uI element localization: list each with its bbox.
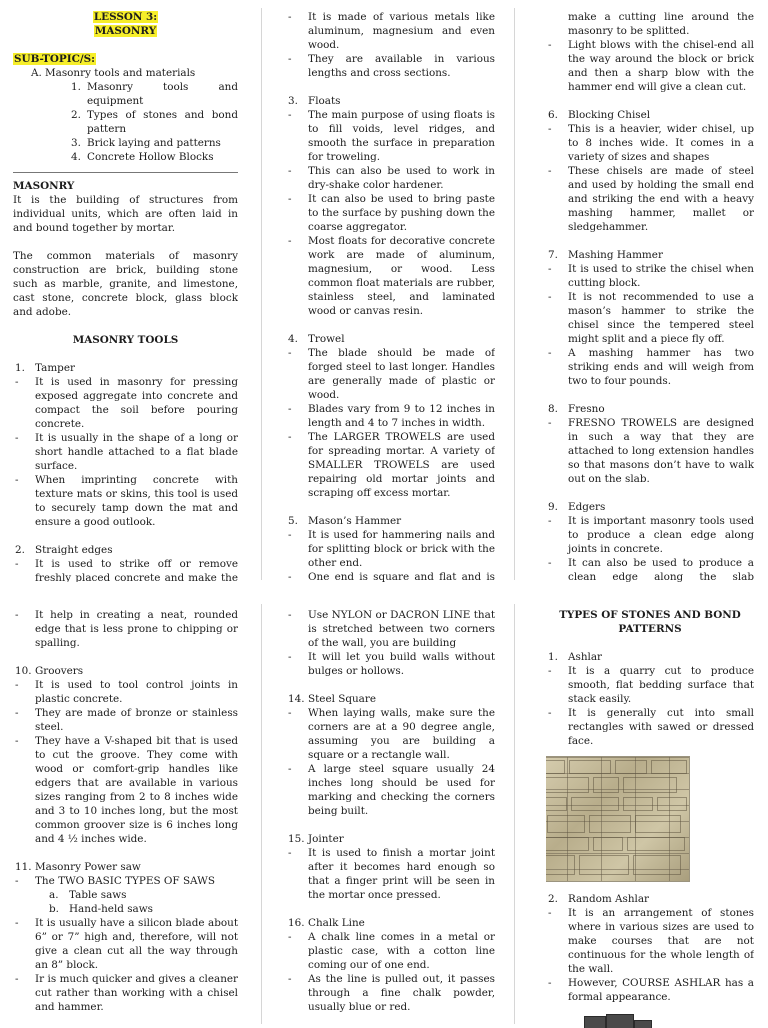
bullet-text: It will let you build walls without bulges or hollows. bbox=[308, 651, 495, 677]
item-number: 2. bbox=[548, 893, 558, 905]
bullet-item bbox=[13, 734, 238, 846]
bullet-text: FRESNO TROWELS are designed in such a way that they are attached to long extension handles so that masons don’t have to walk out on the slab. bbox=[568, 417, 754, 485]
tool-item bbox=[286, 916, 495, 1014]
item-name: Jointer bbox=[308, 833, 344, 845]
bullet-dash: - bbox=[288, 235, 292, 247]
bullet-text: It is used to strike the chisel when cutting block. bbox=[568, 263, 754, 289]
tool-item bbox=[546, 892, 754, 1004]
bullet-text: They are available in various lengths and cross sections. bbox=[308, 53, 495, 79]
tool-item-title bbox=[286, 692, 495, 706]
bullet-dash: - bbox=[15, 917, 19, 929]
lesson-title bbox=[13, 10, 238, 38]
subtopic-number: 3. bbox=[71, 137, 81, 149]
item-number: 10. bbox=[15, 665, 32, 677]
subtopic-number: 1. bbox=[71, 81, 81, 93]
item-name: Ashlar bbox=[568, 651, 603, 663]
bullet-text: It is used to strike off or remove freshly placed concrete and make the bbox=[35, 558, 238, 582]
bullet-dash: - bbox=[288, 11, 292, 23]
masonry-tools-heading: MASONRY TOOLS bbox=[72, 334, 179, 346]
bullet-item bbox=[546, 664, 754, 706]
bullet-text: It is used for hammering nails and for splitting block or brick with the other end. bbox=[308, 529, 495, 569]
tool-item bbox=[286, 832, 495, 902]
bullet-item bbox=[13, 473, 238, 529]
saw-type-text: Table saws bbox=[69, 889, 127, 901]
tool-list bbox=[13, 664, 238, 846]
bullet-item bbox=[13, 608, 238, 650]
bullet-dash: - bbox=[288, 165, 292, 177]
tool-item bbox=[13, 664, 238, 846]
bullet-item bbox=[286, 52, 495, 80]
tool-item bbox=[546, 248, 754, 388]
tool-item bbox=[546, 402, 754, 486]
bullet-dash: - bbox=[15, 558, 19, 570]
item-name: Mashing Hammer bbox=[568, 249, 663, 261]
masonry-materials: The common materials of masonry construction are brick, building stone such as marble, granite, and limestone, cast stone, concrete block, glass block and adobe. bbox=[13, 250, 238, 318]
tool-item-title bbox=[546, 500, 754, 514]
bullet-dash: - bbox=[548, 165, 552, 177]
bullet-dash: - bbox=[548, 123, 552, 135]
tool-item bbox=[13, 543, 238, 582]
tool-item-title bbox=[546, 108, 754, 122]
item-number: 1. bbox=[548, 651, 558, 663]
tool-item bbox=[13, 361, 238, 529]
bullet-text: It is used in masonry for pressing exposed aggregate into concrete and compact the soil before pouring concrete. bbox=[35, 376, 238, 430]
bullet-dash: - bbox=[288, 529, 292, 541]
top-column-1 bbox=[13, 10, 238, 582]
tool-list bbox=[286, 692, 495, 1028]
tool-item-title bbox=[286, 94, 495, 108]
item-number: 14. bbox=[288, 693, 305, 705]
item-number: 1. bbox=[15, 362, 25, 374]
bullet-item bbox=[546, 164, 754, 234]
item-name: Fresno bbox=[568, 403, 605, 415]
tool-item-title bbox=[546, 650, 754, 664]
bullet-item bbox=[546, 514, 754, 556]
bullet-dash: - bbox=[288, 403, 292, 415]
divider-line bbox=[13, 172, 238, 173]
bullet-dash: - bbox=[288, 431, 292, 443]
bottom-column-2 bbox=[286, 608, 495, 1028]
item-number: 15. bbox=[288, 833, 305, 845]
bullet-dash: - bbox=[288, 571, 292, 582]
subtopic-text: Masonry tools and equipment bbox=[87, 81, 238, 107]
bullet-item bbox=[286, 10, 495, 52]
lead-bullets bbox=[13, 608, 238, 650]
tool-item bbox=[286, 332, 495, 500]
bullet-item bbox=[286, 608, 495, 650]
tool-item bbox=[286, 514, 495, 582]
lead-bullets bbox=[286, 10, 495, 80]
subtopic-text: Brick laying and patterns bbox=[87, 137, 221, 149]
bullet-dash: - bbox=[548, 665, 552, 677]
bullet-dash: - bbox=[288, 347, 292, 359]
tool-item-title bbox=[286, 832, 495, 846]
bullet-text: It is usually in the shape of a long or short handle attached to a flat blade surface. bbox=[35, 432, 238, 472]
subtopic-text: Types of stones and bond pattern bbox=[87, 109, 238, 135]
tool-item bbox=[546, 500, 754, 582]
column-divider bbox=[261, 604, 262, 1024]
bullet-dash: - bbox=[548, 263, 552, 275]
subtopic-item bbox=[71, 80, 238, 108]
bullet-item bbox=[13, 706, 238, 734]
bullet-dash: - bbox=[15, 609, 19, 621]
item-name: Straight edges bbox=[35, 544, 113, 556]
bullet-text: However, COURSE ASHLAR has a formal appearance. bbox=[568, 977, 754, 1003]
column-divider bbox=[514, 604, 515, 1024]
item-number: 2. bbox=[15, 544, 25, 556]
stones-heading: TYPES OF STONES AND BOND PATTERNS bbox=[559, 609, 741, 635]
bullet-item bbox=[286, 192, 495, 234]
bullet-item bbox=[546, 706, 754, 748]
saw-type-marker: b. bbox=[49, 903, 59, 915]
subtopic-item bbox=[71, 136, 238, 150]
bullet-dash: - bbox=[288, 609, 292, 621]
bullet-dash: - bbox=[548, 557, 552, 569]
bullet-text: It is used to finish a mortar joint after it becomes hard enough so that a finger print will be seen in the mortar once pressed. bbox=[308, 847, 495, 901]
bullet-dash: - bbox=[288, 651, 292, 663]
bullet-item bbox=[13, 375, 238, 431]
item-number: 7. bbox=[548, 249, 558, 261]
subtopic-text: Concrete Hollow Blocks bbox=[87, 151, 214, 163]
bullet-item bbox=[286, 650, 495, 678]
bullet-dash: - bbox=[548, 907, 552, 919]
bullet-text: They have a V-shaped bit that is used to cut the groove. They come with wood or comfort-grip handles like edgers that are available in various sizes ranging from 2 to 8 inches wide and 3 to 10 inches long, but the most common groover size is 6 inches long and 4 ½ inches wide. bbox=[35, 735, 238, 845]
item-name: Blocking Chisel bbox=[568, 109, 651, 121]
tool-list bbox=[286, 94, 495, 582]
bullet-item bbox=[286, 402, 495, 430]
bullet-item bbox=[286, 570, 495, 582]
bullet-dash: - bbox=[548, 977, 552, 989]
bullet-text: A chalk line comes in a metal or plastic case, with a cotton line coming our of one end. bbox=[308, 931, 495, 971]
bullet-text: When imprinting concrete with texture mats or skins, this tool is used to securely tamp down the mat and ensure a good outlook. bbox=[35, 474, 238, 528]
saw-type-text: Hand-held saws bbox=[69, 903, 153, 915]
bullet-item bbox=[286, 706, 495, 762]
masonry-definition: It is the building of structures from individual units, which are often laid in and bound together by mortar. bbox=[13, 194, 238, 234]
bullet-dash: - bbox=[15, 973, 19, 985]
item-number: 9. bbox=[548, 501, 558, 513]
bottom-column-1 bbox=[13, 608, 238, 1028]
bullet-text: They are made of bronze or stainless steel. bbox=[35, 707, 238, 733]
tool-list bbox=[546, 108, 754, 582]
bullet-item bbox=[546, 416, 754, 486]
item-name: Trowel bbox=[308, 333, 345, 345]
bullet-dash: - bbox=[288, 931, 292, 943]
bullet-text: The LARGER TROWELS are used for spreading mortar. A variety of SMALLER TROWELS are used repairing old mortar joints and scraping off excess mortar. bbox=[308, 431, 495, 499]
bullet-item bbox=[13, 431, 238, 473]
bullet-text: A mashing hammer has two striking ends and will weigh from two to four pounds. bbox=[568, 347, 754, 387]
bullet-item bbox=[546, 346, 754, 388]
item-number: 3. bbox=[288, 95, 298, 107]
bullet-dash: - bbox=[15, 707, 19, 719]
bullet-item bbox=[546, 290, 754, 346]
tool-item-power-saw: 11. Masonry Power saw - The TWO BASIC TYPES OF SAWS a. Table saws b. Hand-held saws - It is usually have a silicon blade about 6” or 7” high and, therefore, will not give a clean cut all the way through an 8” block. - Ir is much quicker and gives a cleaner cut rather than working with a chisel and hammer. bbox=[15, 861, 238, 1013]
bullet-text: It is used to tool control joints in plastic concrete. bbox=[35, 679, 238, 705]
bullet-text: This is a heavier, wider chisel, up to 8 inches wide. It comes in a variety of sizes and shapes bbox=[568, 123, 754, 163]
bullet-item bbox=[286, 528, 495, 570]
bullet-text: It is an arrangement of stones where in various sizes are used to make courses that are not continuous for the whole length of the wall. bbox=[568, 907, 754, 975]
bullet-dash: - bbox=[548, 39, 552, 51]
bullet-dash: - bbox=[288, 847, 292, 859]
item-name: Floats bbox=[308, 95, 341, 107]
item-name: Steel Square bbox=[308, 693, 376, 705]
masonry-heading: MASONRY bbox=[13, 180, 75, 192]
bullet-text: Use NYLON or DACRON LINE that is stretched between two corners of the wall, you are building bbox=[308, 609, 495, 649]
tool-item-title bbox=[546, 892, 754, 906]
bullet-item bbox=[286, 108, 495, 164]
tool-item-title bbox=[13, 361, 238, 375]
item-name: Chalk Line bbox=[308, 917, 365, 929]
lesson-name: MASONRY bbox=[94, 25, 157, 37]
bullet-text: When laying walls, make sure the corners are at a 90 degree angle, assuming you are building a square or a rectangle wall. bbox=[308, 707, 495, 761]
lead-bullets: make a cutting line around the masonry to be splitted. - Light blows with the chisel-end all the way around the block or brick and then a sharp blow with the hammer end will give a clean cut. bbox=[548, 11, 754, 93]
bullet-item bbox=[286, 164, 495, 192]
bullet-text: A large steel square usually 24 inches long should be used for marking and checking the corners being built. bbox=[308, 763, 495, 817]
bullet-text: One end is square and flat and is bbox=[308, 571, 495, 582]
bullet-dash: - bbox=[15, 474, 19, 486]
tool-item-title bbox=[13, 664, 238, 678]
bullet-dash: - bbox=[288, 707, 292, 719]
bullet-text: It can also be used to bring paste to the surface by pushing down the coarse aggregator. bbox=[308, 193, 495, 233]
stone-type-random-ashlar bbox=[546, 892, 754, 1004]
subtopic-label: SUB-TOPIC/S: bbox=[14, 53, 95, 65]
subtopic-number: 4. bbox=[71, 151, 81, 163]
bullet-dash: - bbox=[288, 763, 292, 775]
bullet-text: It is made of various metals like aluminum, magnesium and even wood. bbox=[308, 11, 495, 51]
bullet-item bbox=[286, 972, 495, 1014]
bullet-dash: - bbox=[288, 193, 292, 205]
bullet-text: It is generally cut into small rectangles with sawed or dressed face. bbox=[568, 707, 754, 747]
item-number: 6. bbox=[548, 109, 558, 121]
subtopic-item bbox=[71, 150, 238, 164]
bullet-item bbox=[546, 976, 754, 1004]
bullet-text: The blade should be made of forged steel to last longer. Handles are generally made of plastic or wood. bbox=[308, 347, 495, 401]
subtopic-a: A. Masonry tools and materials bbox=[31, 67, 196, 79]
bullet-text: As the line is pulled out, it passes through a fine chalk powder, usually blue or red. bbox=[308, 973, 495, 1013]
bullet-text: Most floats for decorative concrete work are made of aluminum, magnesium, or wood. Less common float materials are rubber, stainless steel, and laminated wood or canvas resin. bbox=[308, 235, 495, 317]
item-number: 8. bbox=[548, 403, 558, 415]
stone-type-ashlar bbox=[546, 650, 754, 748]
bullet-text: Light blows with the chisel-end all the way around the block or brick and then a sharp blow with the hammer end will give a clean cut. bbox=[568, 39, 754, 93]
item-number: 16. bbox=[288, 917, 305, 929]
bullet-text: Ir is much quicker and gives a cleaner cut rather than working with a chisel and hammer. bbox=[35, 973, 238, 1013]
random-ashlar-pattern-image bbox=[546, 1014, 672, 1028]
bullet-dash: - bbox=[288, 109, 292, 121]
bullet-dash: - bbox=[548, 291, 552, 303]
bullet-item bbox=[13, 972, 238, 1014]
page-bottom bbox=[0, 598, 768, 1024]
tool-list bbox=[13, 361, 238, 582]
bullet-text: It help in creating a neat, rounded edge that is less prone to chipping or spalling. bbox=[35, 609, 238, 649]
item-name: Mason’s Hammer bbox=[308, 515, 402, 527]
bullet-dash: - bbox=[288, 973, 292, 985]
tool-item bbox=[286, 692, 495, 818]
bullet-dash: - bbox=[15, 432, 19, 444]
column-divider bbox=[261, 8, 262, 580]
bullet-item bbox=[13, 916, 238, 972]
bullet-text: It is not recommended to use a mason’s hammer to strike the chisel since the tempered steel might split and a piece fly off. bbox=[568, 291, 754, 345]
lead-bullets bbox=[286, 608, 495, 678]
subtopic-list bbox=[13, 80, 238, 164]
subtopic-item bbox=[71, 108, 238, 136]
bullet-item bbox=[546, 38, 754, 94]
tool-item bbox=[286, 94, 495, 318]
bullet-text: It can also be used to produce a clean edge along the slab bbox=[568, 557, 754, 582]
top-column-2 bbox=[286, 10, 495, 582]
saw-type-marker: a. bbox=[49, 889, 59, 901]
bullet-dash: - bbox=[548, 515, 552, 527]
bullet-item bbox=[286, 234, 495, 318]
item-number: 4. bbox=[288, 333, 298, 345]
tool-item bbox=[546, 108, 754, 234]
bullet-item bbox=[546, 122, 754, 164]
saw-type bbox=[49, 902, 238, 916]
bullet-dash: - bbox=[288, 53, 292, 65]
bullet-dash: - bbox=[15, 376, 19, 388]
bullet-text: It is usually have a silicon blade about 6” or 7” high and, therefore, will not give a clean cut all the way through an 8” block. bbox=[35, 917, 238, 971]
item-name: Random Ashlar bbox=[568, 893, 650, 905]
item-name: Edgers bbox=[568, 501, 606, 513]
bullet-item bbox=[286, 762, 495, 818]
bullet-item bbox=[286, 346, 495, 402]
bullet-dash: - bbox=[15, 679, 19, 691]
bullet-item bbox=[286, 846, 495, 902]
bullet-item bbox=[546, 906, 754, 976]
item-name: Tamper bbox=[35, 362, 75, 374]
saw-type bbox=[49, 888, 238, 902]
item-name: Groovers bbox=[35, 665, 84, 677]
lesson-label: LESSON 3: bbox=[93, 11, 158, 23]
item-number: 5. bbox=[288, 515, 298, 527]
tool-item-title bbox=[286, 514, 495, 528]
bullet-dash: - bbox=[548, 707, 552, 719]
tool-item-title bbox=[286, 916, 495, 930]
top-column-3 bbox=[546, 10, 754, 582]
ashlar-stone-wall-image bbox=[546, 756, 690, 882]
bullet-text: The main purpose of using floats is to fill voids, level ridges, and smooth the surface in preparation for troweling. bbox=[308, 109, 495, 163]
tool-item-title bbox=[546, 248, 754, 262]
tool-item-title bbox=[286, 332, 495, 346]
bullet-dash: - bbox=[15, 735, 19, 747]
tool-item-title bbox=[546, 402, 754, 416]
column-divider bbox=[514, 8, 515, 580]
bullet-text: These chisels are made of steel and used by holding the small end and striking the end with a heavy mashing hammer, mallet or sledgehammer. bbox=[568, 165, 754, 233]
subtopic-number: 2. bbox=[71, 109, 81, 121]
bullet-dash: - bbox=[548, 417, 552, 429]
bullet-item bbox=[286, 430, 495, 500]
bullet-item bbox=[546, 556, 754, 582]
bullet-text: Blades vary from 9 to 12 inches in length and 4 to 7 inches in width. bbox=[308, 403, 495, 429]
tool-item-title bbox=[13, 543, 238, 557]
saw-types-list bbox=[13, 888, 238, 916]
bullet-dash: - bbox=[548, 347, 552, 359]
bullet-item bbox=[286, 930, 495, 972]
tool-item bbox=[546, 650, 754, 748]
bullet-item bbox=[13, 557, 238, 582]
bullet-item bbox=[546, 262, 754, 290]
bullet-text: This can also be used to work in dry-shake color hardener. bbox=[308, 165, 495, 191]
bullet-text: It is important masonry tools used to produce a clean edge along joints in concrete. bbox=[568, 515, 754, 555]
bottom-column-3 bbox=[546, 608, 754, 1028]
bullet-item bbox=[13, 678, 238, 706]
bullet-text: It is a quarry cut to produce smooth, flat bedding surface that stack easily. bbox=[568, 665, 754, 705]
